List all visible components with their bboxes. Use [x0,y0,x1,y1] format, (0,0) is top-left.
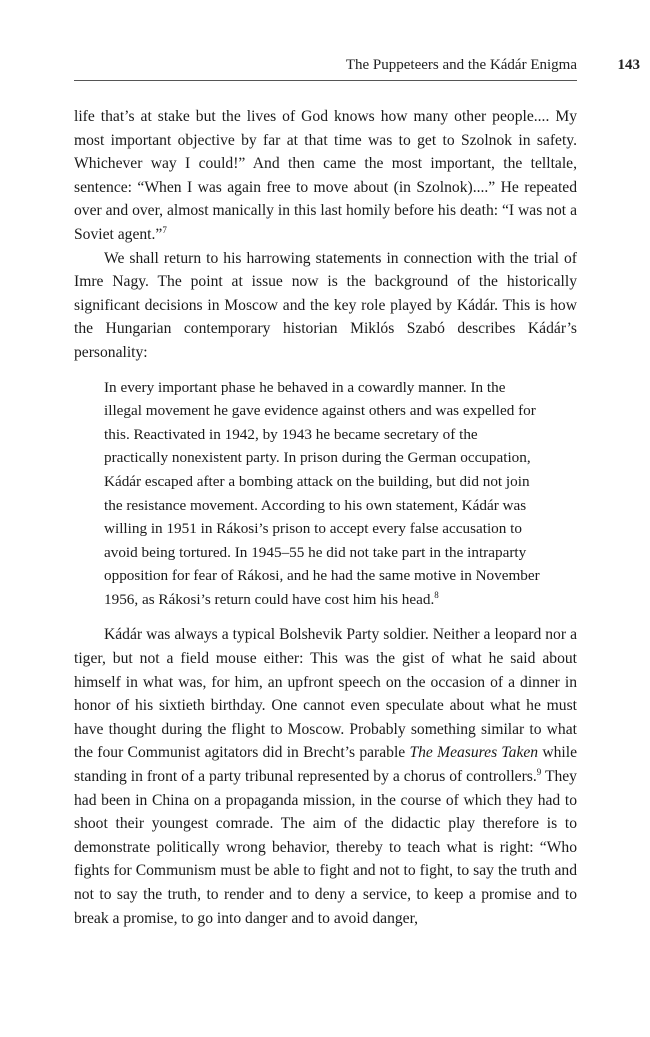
block-quote-text: In every important phase he behaved in a cowardly manner. In the illegal movement he gave evidence against others and was expelled for this. Reactivated in 1942, by 1943 he became secretary of the practically nonexistent party. In prison during the German occupation, Kádár escaped after a bombing attack on the building, but did not join the resistance movement. According to his own statement, Kádár was willing in 1951 in Rákosi’s prison to accept every false accusation to avoid being tortured. In 1945–55 he did not take part in the intraparty opposition for fear of Rákosi, and he had the same motive in November 1956, as Rákosi’s return could have cost him his head. [104,378,540,608]
running-title: The Puppeteers and the Kádár Enigma [345,57,577,73]
footnote-ref-7: 7 [162,224,167,235]
book-page [74,54,640,930]
paragraph-brecht [74,623,577,930]
page-number: 143 [617,57,640,73]
footnote-ref-8: 8 [434,589,439,600]
paragraph-text: while standing in front of a party tribunal represented by a chorus of controllers. [74,744,577,786]
paragraph-continued [74,105,577,247]
paragraph-text: Kádár was always a typical Bolshevik Party soldier. Neither a leopard nor a tiger, but not a field mouse either: This was the gist of what he said about himself in what was, for him, an upfront speech on the occasion of a dinner in honor of his sixtieth birthday. One cannot even speculate about what he must have thought during the flight to Moscow. Probably something similar to what the four Communist agitators did in Brecht’s parable [74,626,577,762]
paragraph-text: life that’s at stake but the lives of God knows how many other people.... My most important objective by far at that time was to get to Szolnok in safety. Whichever way I could!” And then came the most important, the telltale, sentence: “When I was again free to move about (in Szolnok)....” He repeated over and over, almost manically in this last homily before his death: “I was not a Soviet agent.” [74,108,577,243]
footnote-ref-9: 9 [536,766,542,777]
block-quote-paragraph [104,376,544,612]
block-quote [104,376,544,612]
paragraph-intro-quote [74,247,577,365]
paragraph-text: They had been in China on a propaganda mission, in the course of which they had to shoot their youngest comrade. The aim of the didactic play therefore is to demonstrate politically wrong behavior, thereby to teach what is right: “Who fights for Communism must be able to fight and not to fight, to say the truth and not to say the truth, to render and to deny a service, to keep a promise and to break a promise, to go into danger and to avoid danger, [74,768,577,927]
running-header [74,54,640,81]
work-title: The Measures Taken [409,744,539,762]
body-text [74,105,577,930]
paragraph-text: We shall return to his harrowing statements in connection with the trial of Imre Nagy. The point at issue now is the background of the historically significant decisions in Moscow and the key role played by Kádár. This is how the Hungarian contemporary historian Miklós Szabó describes Kádár’s personality: [74,249,577,361]
